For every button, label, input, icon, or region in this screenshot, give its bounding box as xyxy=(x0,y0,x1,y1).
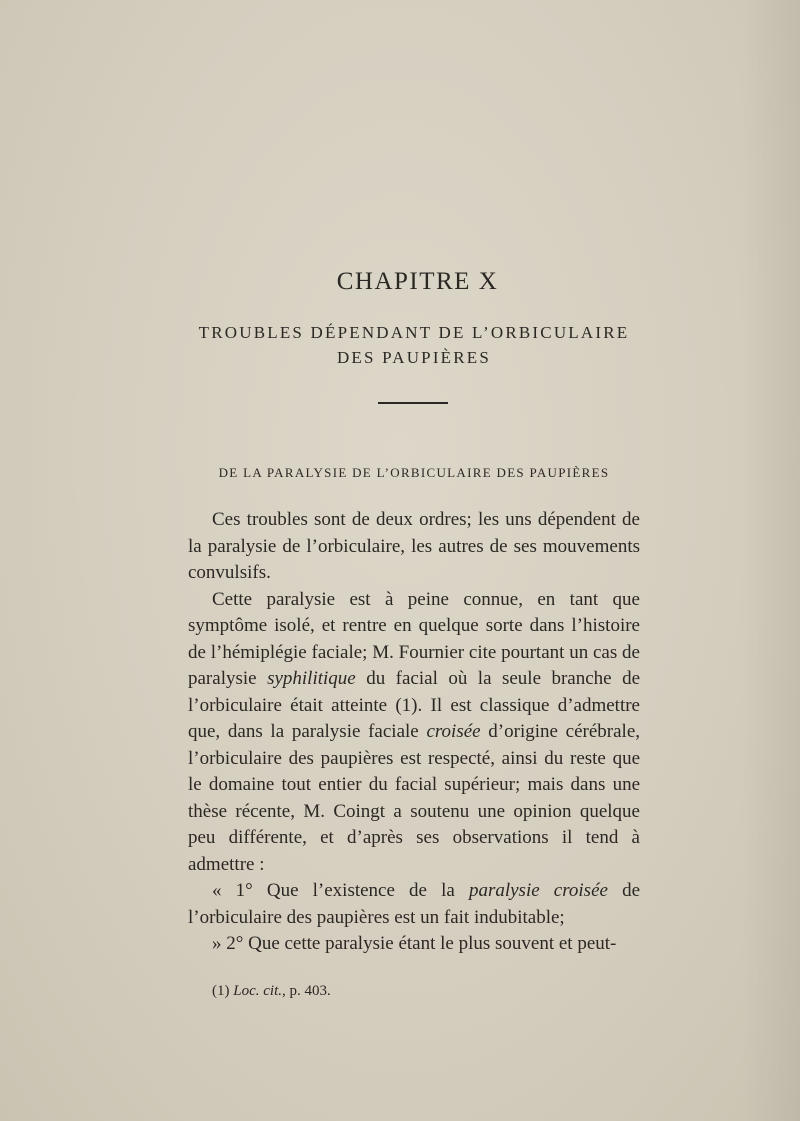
paragraph-3-text-c: de l’orbiculaire des paupières est un fait indubitable; xyxy=(188,880,640,928)
paragraph-2 xyxy=(188,587,640,879)
paragraph-2-text-a: Cette paralysie est à peine connue, en tant que symptôme isolé, et rentre en quelque sorte dans l’histoire de l’hémiplégie faciale; M. Fournier cite pourtant un cas de paralysie xyxy=(188,588,640,689)
section-heading: DE LA PARALYSIE DE L’ORBICULAIRE DES PAUPIÈRES xyxy=(218,465,610,480)
footnote-page: , p. 403. xyxy=(282,983,331,999)
paragraph-2-italic-syphilitique: syphilitique xyxy=(267,668,356,689)
paragraph-4: » 2° Que cette paralysie étant le plus souvent et peut- xyxy=(212,933,617,954)
chapter-subtitle-line1: TROUBLES DÉPENDANT DE L’ORBICULAIRE xyxy=(198,323,630,342)
footnote-reference: Loc. cit. xyxy=(233,983,282,999)
paragraph-1: Ces troubles sont de deux ordres; les uns dépendent de la paralysie de l’orbiculaire, les autres de ses mouvements convulsifs. xyxy=(188,509,640,583)
paragraph-3 xyxy=(188,878,640,931)
paragraph-2-text-c: du facial où la seule branche de l’orbiculaire était atteinte (1). Il est classique d’admettre que, dans la paralysie faciale xyxy=(188,668,641,742)
chapter-divider-rule xyxy=(378,402,448,404)
paragraph-3-text-a: « 1° Que l’existence de la xyxy=(212,880,469,901)
footnote-number: (1) xyxy=(212,983,234,999)
footnote xyxy=(212,983,331,1000)
paragraph-2-italic-croisee: croisée xyxy=(426,721,481,742)
body-text xyxy=(188,507,640,958)
chapter-title: CHAPITRE X xyxy=(336,268,499,295)
chapter-subtitle xyxy=(0,320,800,370)
paragraph-2-text-e: d’origine cérébrale, l’orbiculaire des paupières est respecté, ainsi du reste que le domaine tout entier du facial supérieur; mais dans une thèse récente, M. Coingt a soutenu une opinion quelque peu différente, et d’après ses observations il tend à admettre : xyxy=(188,721,641,875)
chapter-subtitle-line2: DES PAUPIÈRES xyxy=(336,348,492,367)
paragraph-3-italic-paralysie-croisee: paralysie croisée xyxy=(468,880,608,901)
